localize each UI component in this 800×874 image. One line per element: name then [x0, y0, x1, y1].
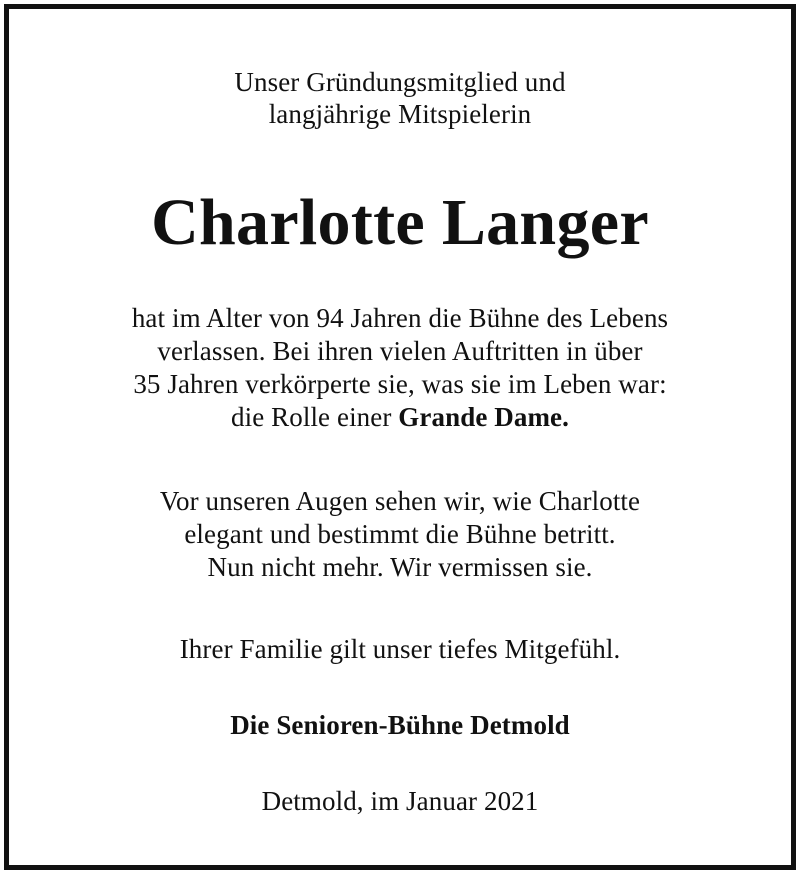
- deceased-name: Charlotte Langer: [151, 186, 649, 259]
- paragraph2-line-2: elegant und bestimmt die Bühne betritt.: [184, 519, 616, 549]
- paragraph2-line-1: Vor unseren Augen sehen wir, wie Charlotte: [159, 486, 641, 516]
- intro-line-1: Unser Gründungsmitglied und: [234, 67, 566, 97]
- intro-line-2: langjährige Mitspielerin: [268, 99, 532, 129]
- place-date: Detmold, im Januar 2021: [261, 786, 539, 816]
- paragraph1-line-3: 35 Jahren verkörperte sie, was sie im Leben war:: [133, 369, 667, 399]
- paragraph1-line-4-prefix: die Rolle einer: [231, 402, 399, 432]
- condolence-line: Ihrer Familie gilt unser tiefes Mitgefühl.: [179, 634, 621, 664]
- grande-dame-emphasis: Grande Dame.: [398, 402, 569, 432]
- signature: Die Senioren-Bühne Detmold: [230, 710, 570, 740]
- obituary-frame: [4, 4, 796, 870]
- paragraph1-line-2: verlassen. Bei ihren vielen Auftritten in über: [157, 336, 643, 366]
- paragraph2-line-3: Nun nicht mehr. Wir vermissen sie.: [207, 552, 593, 582]
- paragraph1-line-1: hat im Alter von 94 Jahren die Bühne des Lebens: [131, 303, 669, 333]
- obituary-content: [9, 9, 791, 865]
- paragraph1-line-4: [9, 401, 791, 433]
